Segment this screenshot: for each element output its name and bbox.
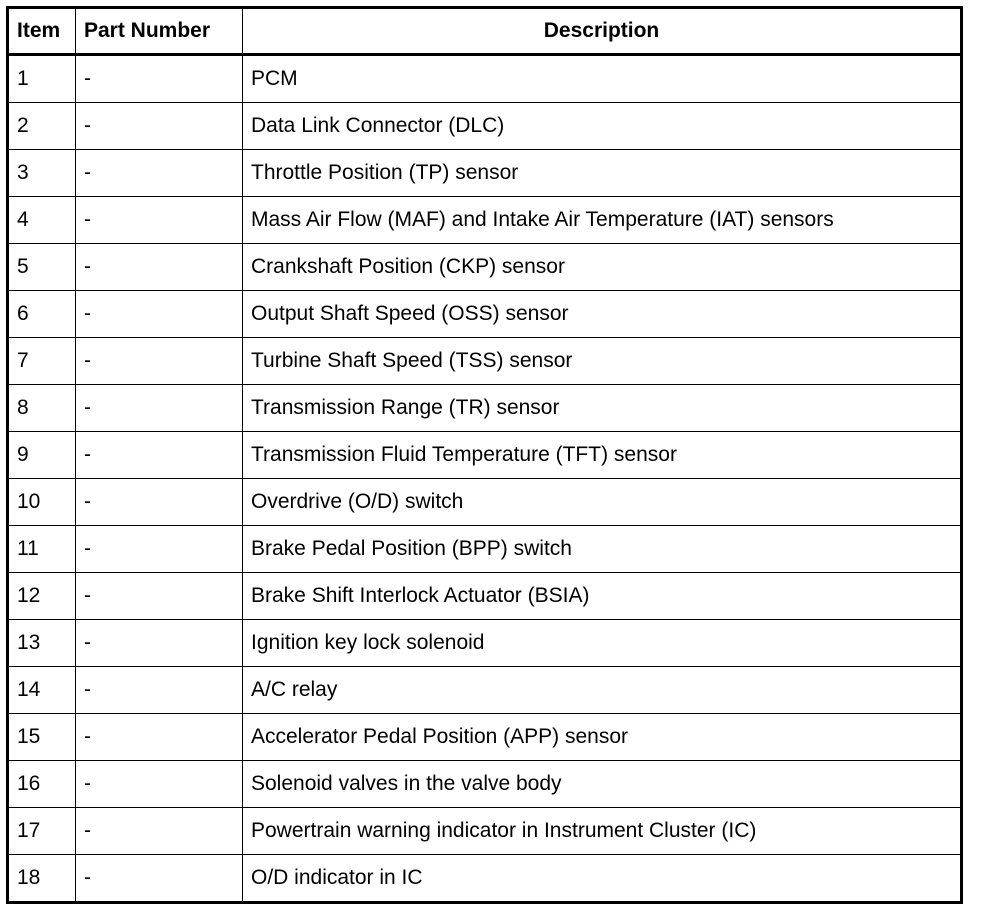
cell-part-number: - [76, 714, 243, 761]
cell-part-number: - [76, 55, 243, 103]
cell-description: Mass Air Flow (MAF) and Intake Air Temperature (IAT) sensors [243, 197, 962, 244]
table-row [8, 573, 962, 620]
table-row [8, 103, 962, 150]
cell-item: 5 [8, 244, 76, 291]
cell-description: Throttle Position (TP) sensor [243, 150, 962, 197]
table-row [8, 808, 962, 855]
table-row [8, 291, 962, 338]
cell-item: 12 [8, 573, 76, 620]
cell-item: 17 [8, 808, 76, 855]
cell-part-number: - [76, 855, 243, 903]
table-row [8, 667, 962, 714]
cell-part-number: - [76, 103, 243, 150]
cell-part-number: - [76, 197, 243, 244]
cell-item: 9 [8, 432, 76, 479]
cell-item: 10 [8, 479, 76, 526]
cell-part-number: - [76, 338, 243, 385]
cell-item: 8 [8, 385, 76, 432]
cell-description: Transmission Range (TR) sensor [243, 385, 962, 432]
header-item: Item [8, 8, 76, 55]
cell-item: 15 [8, 714, 76, 761]
table-row [8, 714, 962, 761]
cell-part-number: - [76, 620, 243, 667]
cell-description: Ignition key lock solenoid [243, 620, 962, 667]
cell-item: 7 [8, 338, 76, 385]
cell-part-number: - [76, 667, 243, 714]
table-body [8, 55, 962, 903]
table-row [8, 150, 962, 197]
cell-part-number: - [76, 761, 243, 808]
cell-description: A/C relay [243, 667, 962, 714]
cell-part-number: - [76, 479, 243, 526]
cell-item: 14 [8, 667, 76, 714]
cell-item: 11 [8, 526, 76, 573]
table-row [8, 479, 962, 526]
cell-part-number: - [76, 808, 243, 855]
table-row [8, 855, 962, 903]
cell-item: 4 [8, 197, 76, 244]
cell-description: Powertrain warning indicator in Instrument Cluster (IC) [243, 808, 962, 855]
cell-item: 2 [8, 103, 76, 150]
cell-part-number: - [76, 526, 243, 573]
cell-part-number: - [76, 432, 243, 479]
cell-item: 13 [8, 620, 76, 667]
table-row [8, 761, 962, 808]
cell-description: Brake Pedal Position (BPP) switch [243, 526, 962, 573]
table-row [8, 55, 962, 103]
cell-description: Accelerator Pedal Position (APP) sensor [243, 714, 962, 761]
cell-item: 3 [8, 150, 76, 197]
table-row [8, 338, 962, 385]
cell-part-number: - [76, 150, 243, 197]
cell-description: Output Shaft Speed (OSS) sensor [243, 291, 962, 338]
table-row [8, 385, 962, 432]
cell-description: Overdrive (O/D) switch [243, 479, 962, 526]
header-part-number: Part Number [76, 8, 243, 55]
cell-description: PCM [243, 55, 962, 103]
cell-description: Brake Shift Interlock Actuator (BSIA) [243, 573, 962, 620]
cell-part-number: - [76, 291, 243, 338]
cell-part-number: - [76, 385, 243, 432]
header-row [8, 8, 962, 55]
parts-table [6, 6, 963, 904]
table-row [8, 620, 962, 667]
cell-description: O/D indicator in IC [243, 855, 962, 903]
cell-description: Data Link Connector (DLC) [243, 103, 962, 150]
table-row [8, 244, 962, 291]
cell-item: 6 [8, 291, 76, 338]
cell-description: Crankshaft Position (CKP) sensor [243, 244, 962, 291]
cell-description: Turbine Shaft Speed (TSS) sensor [243, 338, 962, 385]
cell-description: Solenoid valves in the valve body [243, 761, 962, 808]
cell-item: 18 [8, 855, 76, 903]
cell-item: 16 [8, 761, 76, 808]
cell-description: Transmission Fluid Temperature (TFT) sensor [243, 432, 962, 479]
cell-item: 1 [8, 55, 76, 103]
table-row [8, 432, 962, 479]
table-row [8, 526, 962, 573]
cell-part-number: - [76, 573, 243, 620]
header-description: Description [243, 8, 962, 55]
cell-part-number: - [76, 244, 243, 291]
table-row [8, 197, 962, 244]
table-header [8, 8, 962, 55]
